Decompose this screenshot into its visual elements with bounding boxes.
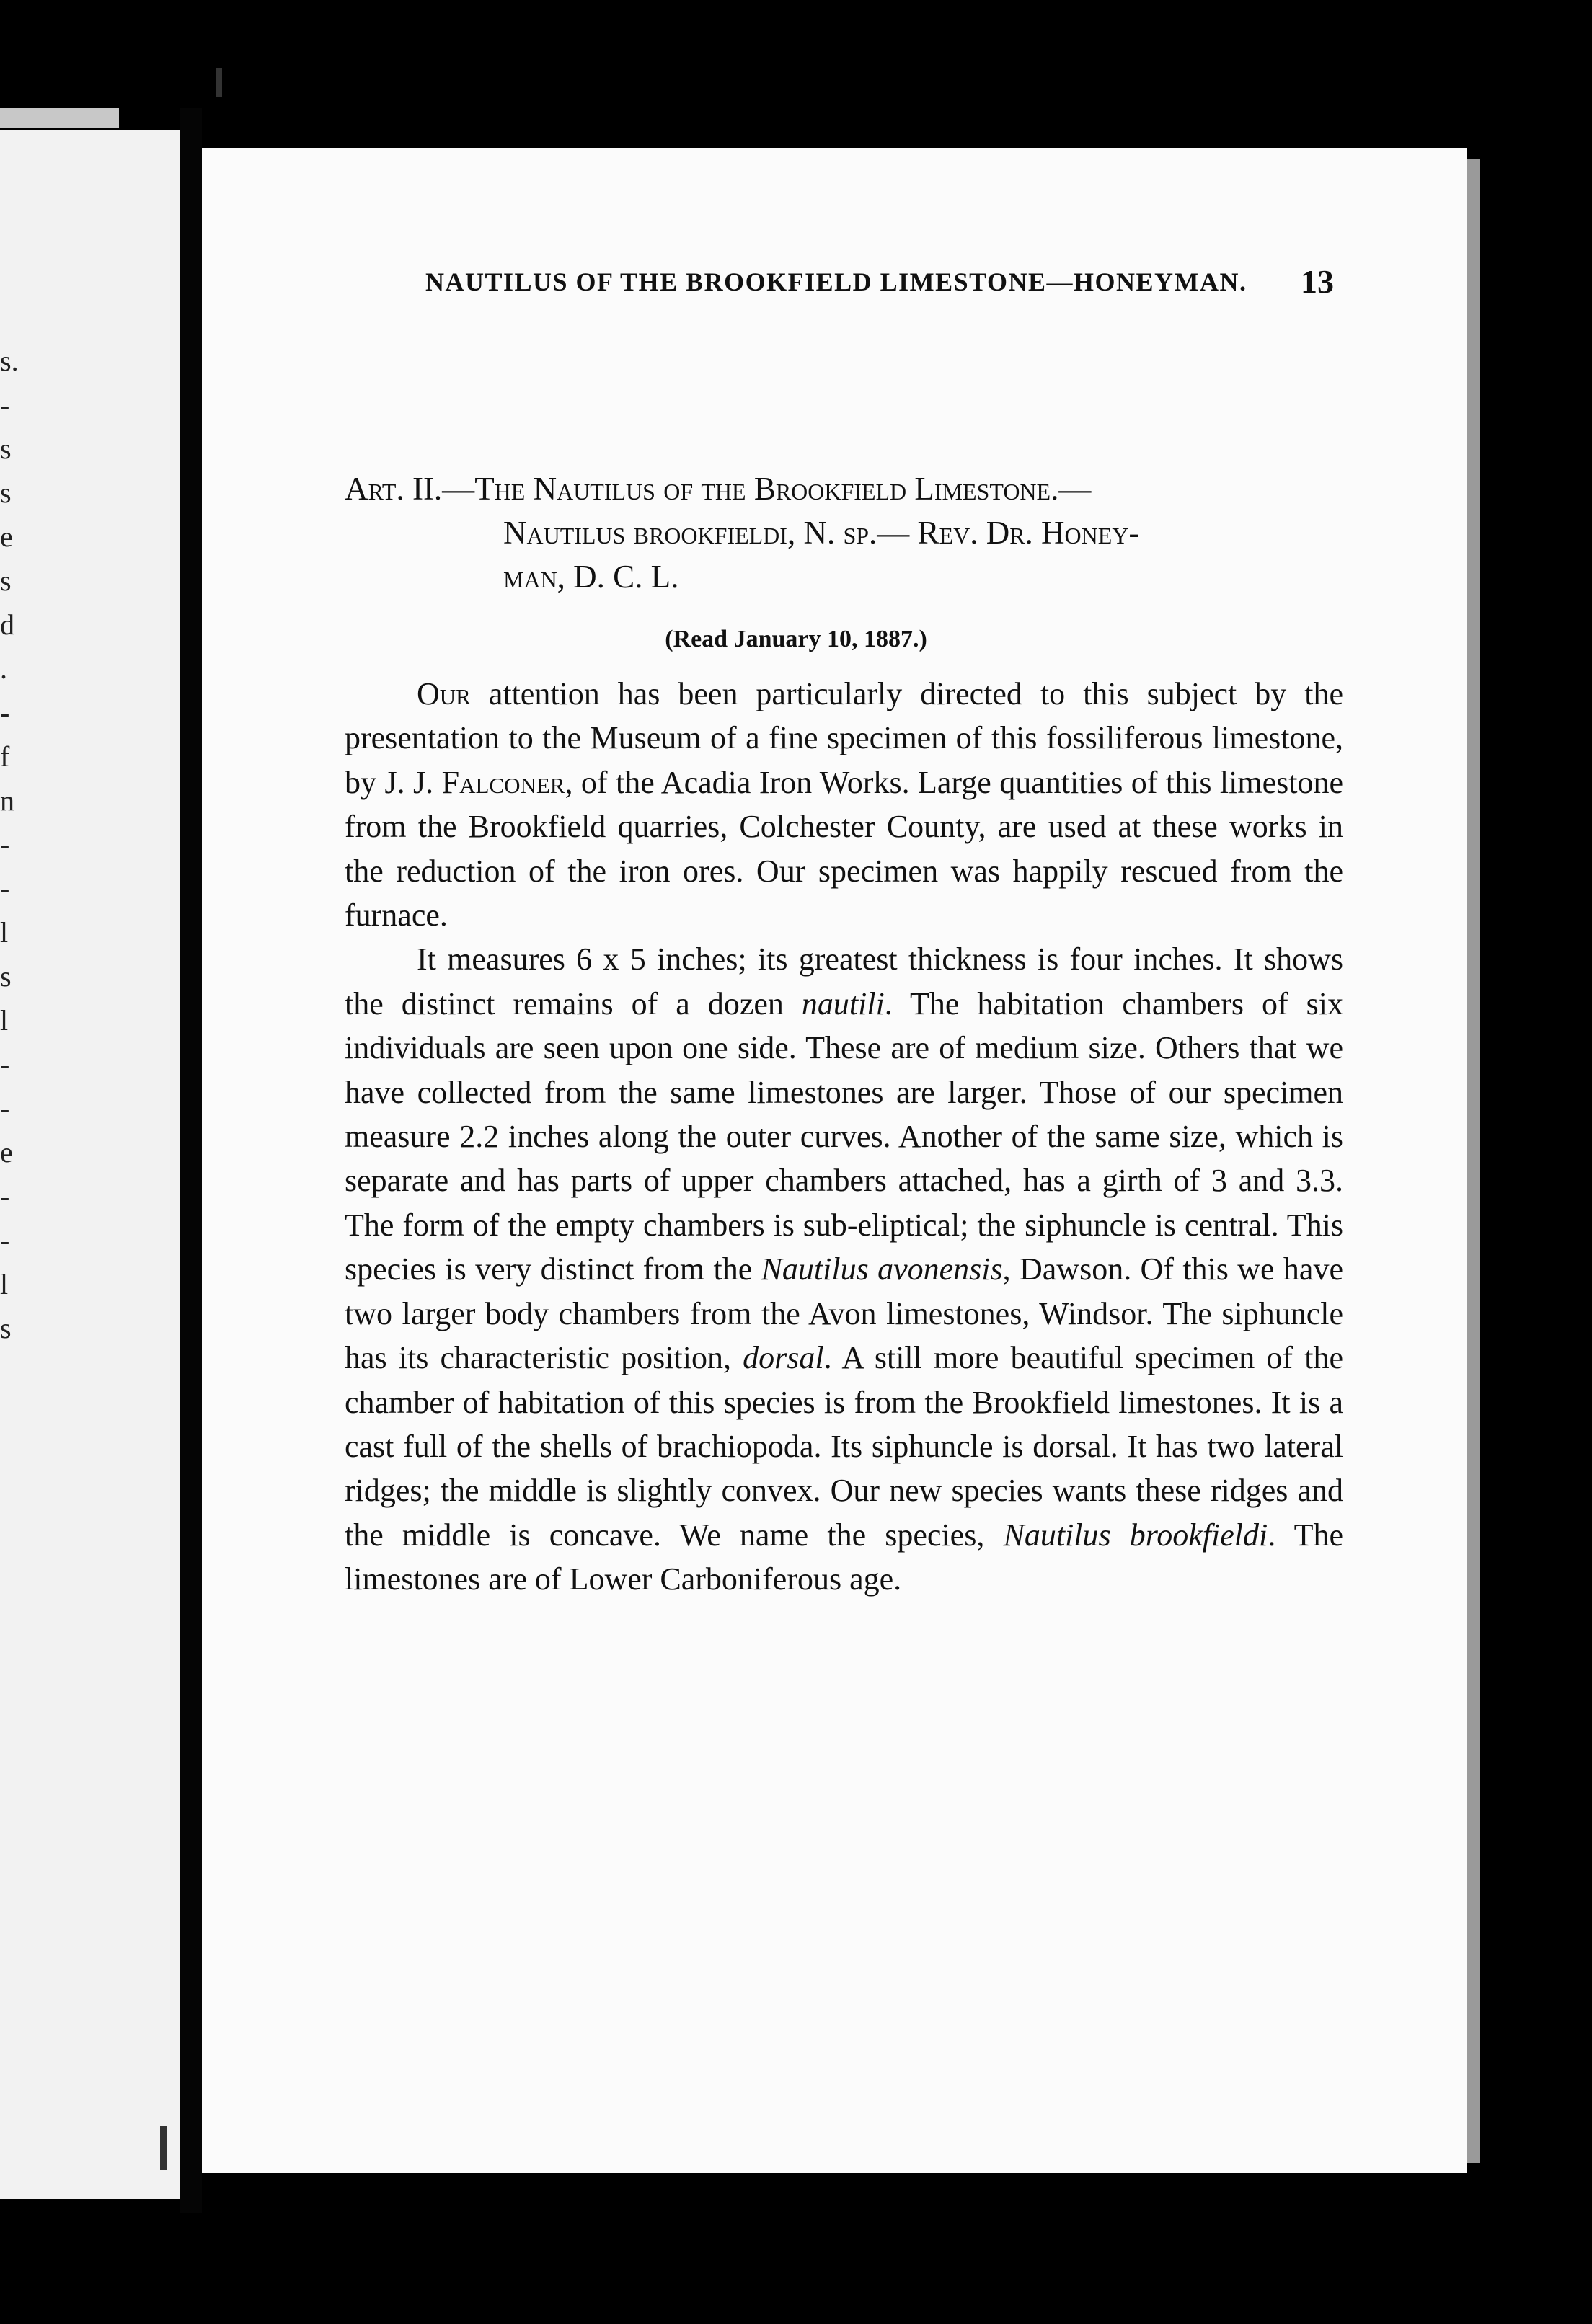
article-body <box>345 672 1343 1602</box>
fragment: - <box>0 1092 10 1125</box>
fragment: s. <box>0 345 19 377</box>
species-name: Nautilus brookfieldi <box>1003 1517 1268 1553</box>
read-date: (Read January 10, 1887.) <box>665 626 927 652</box>
left-page-text-fragments <box>0 339 17 1350</box>
fragment: - <box>0 389 10 421</box>
page-number: 13 <box>1301 263 1334 300</box>
fragment: l <box>0 1268 9 1300</box>
fragment: . <box>0 652 7 685</box>
scan-speck <box>160 2126 167 2170</box>
fragment: s <box>0 1312 12 1344</box>
fragment: l <box>0 1004 9 1037</box>
left-page-edge <box>0 108 119 128</box>
species-name: Nautilus avonensis <box>761 1251 1003 1287</box>
fragment: l <box>0 916 9 949</box>
italic-term: dorsal <box>743 1340 824 1376</box>
fragment: - <box>0 1224 10 1256</box>
paragraph-1 <box>345 672 1343 937</box>
fragment: f <box>0 740 10 773</box>
article-heading-line-3: man, D. C. L. <box>503 559 679 595</box>
person-name: Falconer <box>441 764 565 800</box>
running-head <box>425 263 1334 310</box>
lead-word: Our <box>417 676 471 711</box>
paragraph-text: . The habitation chambers of six individuals are seen upon one side. These are of medium size. Others that we have collected from the same limestones are larger. Those of our specimen measure 2.2 inches along the outer curves. Another of the same size, which is separate and has parts of upper chambers attached, has a girth of 3 and 3.3. The form of the empty chambers is sub-eliptical; the siphuncle is central. This species is very distinct from the <box>345 985 1344 1287</box>
scan-speck <box>216 68 222 97</box>
article-heading-line-2: Nautilus brookfieldi, N. sp.— Rev. Dr. Honey- <box>503 515 1140 551</box>
paragraph-2 <box>345 937 1343 1601</box>
fragment: n <box>0 784 14 817</box>
paragraph-text: . The limestones are of Lower Carboniferous age. <box>345 1517 1343 1597</box>
fragment: e <box>0 1136 13 1168</box>
fragment: - <box>0 1180 10 1212</box>
paragraph-text: It measures 6 x 5 inches; its greatest thickness is four inches. It shows the distinct remains of a dozen <box>345 941 1343 1021</box>
paragraph-text: , Dawson. Of this we have two larger body chambers from the Avon limestones, Windsor. The siphuncle has its characteristic position, <box>345 1251 1343 1376</box>
book-gutter <box>180 108 202 2213</box>
fragment: s <box>0 564 12 597</box>
fragment: s <box>0 960 12 993</box>
page-edge-shadow <box>1467 159 1480 2163</box>
fragment: - <box>0 872 10 905</box>
article-title-line: The Nautilus of the Brookfield Limestone.— <box>474 471 1092 507</box>
fragment: - <box>0 696 10 729</box>
paragraph-text: attention has been particularly directed to this subject by the presentation to the Museum of a fine specimen of this fossiliferous limestone, by J. J. <box>345 676 1343 800</box>
fragment: d <box>0 608 14 641</box>
fragment: - <box>0 828 10 861</box>
paragraph-text: . A still more beautiful specimen of the chamber of habitation of this species is from the Brookfield limestones. It is a cast full of the shells of brachiopoda. Its siphuncle is dorsal. It has two lateral ridges; the middle is slightly convex. Our new species wants these ridges and the middle is concave. We name the species, <box>345 1340 1343 1553</box>
article-number: Art. II.— <box>345 471 475 507</box>
left-facing-page <box>0 130 180 2199</box>
running-title: NAUTILUS OF THE BROOKFIELD LIMESTONE—HONEYMAN. <box>425 267 1247 296</box>
fragment: s <box>0 476 12 509</box>
fragment: e <box>0 520 13 553</box>
italic-term: nautili <box>801 985 885 1021</box>
paragraph-text: , of the Acadia Iron Works. Large quantities of this limestone from the Brookfield quarries, Colchester County, are used at these works in the reduction of the iron ores. Our specimen was happily rescued from the furnace. <box>345 764 1343 933</box>
fragment: - <box>0 1048 10 1081</box>
article-heading-line-1 <box>345 467 1343 511</box>
article-heading <box>345 467 1343 599</box>
fragment: s <box>0 433 12 465</box>
